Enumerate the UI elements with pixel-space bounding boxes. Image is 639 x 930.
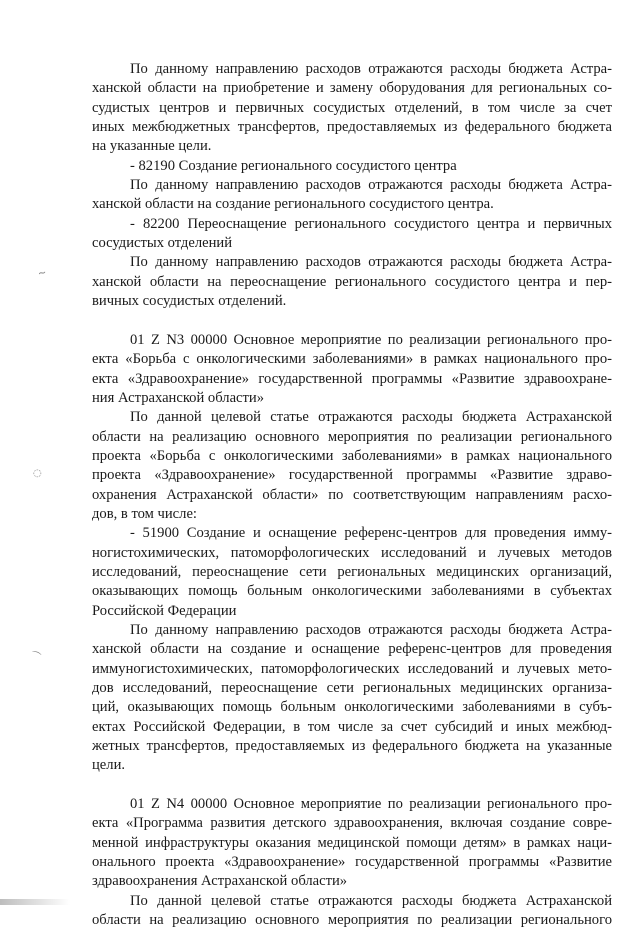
- text-line: - 82200 Переоснащение регионального сосудистого центра и первичных: [130, 215, 612, 232]
- text-line: По данной целевой статье отражаются расходы бюджета Астраханской: [130, 409, 612, 426]
- text-line: онального проекта «Здравоохранение» государственной программы «Развитие: [92, 854, 612, 871]
- text-line: По данному направлению расходов отражаются расходы бюджета Астра-: [130, 621, 612, 638]
- text-line: ханской области на создание регионального сосудистого центра.: [92, 196, 494, 213]
- scan-artifact-mark: ~: [37, 267, 48, 280]
- text-line: По данному направлению расходов отражаются расходы бюджета Астра-: [130, 254, 612, 271]
- text-line: оказывающих помощь больным онкологическими заболеваниями в субъектах: [92, 583, 612, 600]
- text-line: ханской области на создание и оснащение референс-центров для проведения: [92, 641, 612, 658]
- text-line: дов, в том числе:: [92, 505, 197, 522]
- text-line: ния Астраханской области»: [92, 389, 265, 406]
- text-line: дов исследований, переоснащение сети региональных медицинских организа-: [92, 680, 612, 696]
- scan-artifact-mark: ⌒: [28, 650, 42, 665]
- text-line: По данному направлению расходов отражаются расходы бюджета Астра-: [130, 61, 612, 77]
- text-line: проекта «Борьба с онкологическими заболеваниями» в рамках национального: [92, 447, 612, 464]
- text-line: менной инфраструктуры оказания медицинской помощи детям» в рамках наци-: [92, 834, 612, 851]
- text-line: области на реализацию основного мероприятия по реализации регионального: [92, 428, 612, 445]
- text-line: проекта «Здравоохранение» государственной программы «Развитие здраво-: [92, 467, 612, 484]
- document-body: [92, 60, 612, 930]
- text-line: екта «Здравоохранение» государственной программы «Развитие здравоохране-: [92, 370, 612, 387]
- text-line: вичных сосудистых отделений.: [92, 293, 287, 310]
- text-line: ций, оказывающих помощь больным онкологическими заболеваниями в субъ-: [92, 699, 612, 716]
- text-line: Российской Федерации: [92, 602, 237, 619]
- text-line: ногистохимических, патоморфологических исследований и лучевых методов: [92, 544, 612, 561]
- text-line: - 82190 Создание регионального сосудистого центра: [130, 157, 457, 174]
- text-line: 01 Z N4 00000 Основное мероприятие по реализации регионального про-: [130, 796, 612, 813]
- paragraph-gap: [92, 311, 612, 330]
- text-line: области на реализацию основного мероприятия по реализации регионального: [92, 912, 612, 929]
- text-line: ектах Российской Федерации, в том числе за счет субсидий и иных межбюд-: [92, 718, 612, 735]
- text-line: охранения Астраханской области» по соответствующим направлениям расхо-: [92, 486, 612, 503]
- text-line: здравоохранения Астраханской области»: [92, 873, 348, 890]
- text-line: на указанные цели.: [92, 138, 212, 155]
- text-line: екта «Программа развития детского здравоохранения, включая создание совре-: [92, 815, 612, 832]
- punch-hole-mark: ◌: [33, 468, 42, 479]
- text-line: По данной целевой статье отражаются расходы бюджета Астраханской: [130, 892, 612, 909]
- text-line: цели.: [92, 757, 126, 774]
- text-line: жетных трансфертов, предоставляемых из федерального бюджета на указанные: [92, 738, 612, 755]
- text-line: ханской области на приобретение и замену оборудования для региональных со-: [92, 80, 612, 97]
- text-line: По данному направлению расходов отражаются расходы бюджета Астра-: [130, 177, 612, 194]
- text-line: судистых центров и первичных сосудистых отделений, в том числе за счет: [92, 99, 612, 116]
- scan-edge-shadow: [0, 899, 70, 905]
- text-line: сосудистых отделений: [92, 235, 233, 252]
- text-line: екта «Борьба с онкологическими заболеваниями» в рамках национального про-: [92, 351, 612, 368]
- text-line: 01 Z N3 00000 Основное мероприятие по реализации регионального про-: [130, 331, 612, 348]
- text-line: иных межбюджетных трансфертов, предоставляемых из федерального бюджета: [92, 119, 612, 136]
- text-line: исследований, переоснащение сети региональных медицинских организаций,: [92, 563, 612, 580]
- paragraph-gap: [92, 776, 612, 795]
- text-line: - 51900 Создание и оснащение референс-центров для проведения имму-: [130, 525, 612, 542]
- text-line: иммуногистохимических, патоморфологических исследований и лучевых мето-: [92, 660, 612, 677]
- text-line: ханской области на переоснащение регионального сосудистого центра и пер-: [92, 273, 612, 290]
